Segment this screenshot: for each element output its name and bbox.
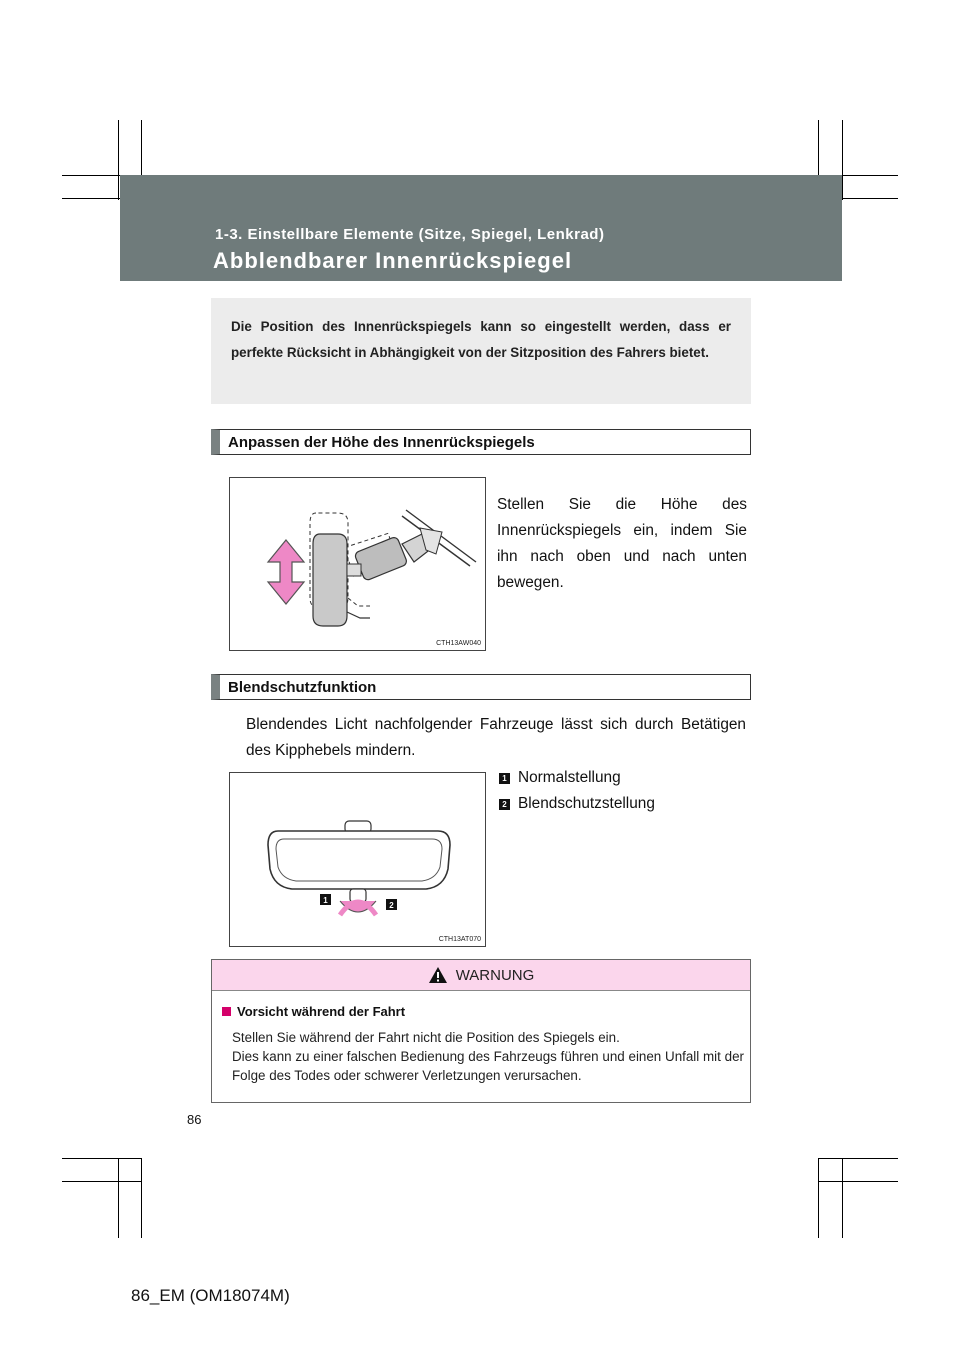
bullet-square-icon — [222, 1007, 231, 1016]
callout-2-num: 2 — [389, 901, 394, 910]
crop-mark — [118, 1158, 119, 1238]
doc-code: 86_EM (OM18074M) — [131, 1286, 290, 1305]
figure-mirror-height — [229, 477, 486, 651]
legend-label: Normalstellung — [518, 769, 621, 786]
up-down-arrow-icon — [268, 540, 304, 604]
legend-item-antiglare — [499, 795, 655, 813]
mirror-height-illustration — [230, 478, 485, 650]
warning-line-1: Stellen Sie während der Fahrt nicht die Position des Spiegels ein. — [232, 1030, 620, 1045]
crop-mark — [818, 1158, 819, 1238]
warning-line-2: Dies kann zu einer falschen Bedienung des Fahrzeugs führen und einen Unfall mit der Folge des Todes oder schwerer Verletzungen verursachen. — [232, 1049, 744, 1083]
crop-mark — [141, 1158, 142, 1238]
legend-item-normal — [499, 769, 621, 787]
figure-mirror-lever — [229, 772, 486, 947]
warning-box — [211, 959, 751, 1103]
crop-mark — [62, 1181, 142, 1182]
heading-antiglare: Blendschutzfunktion — [211, 674, 751, 700]
heading-height-adjust: Anpassen der Höhe des Innenrückspiegels — [211, 429, 751, 455]
section-label: 1-3. Einstellbare Elemente (Sitze, Spiegel, Lenkrad) — [215, 226, 605, 243]
warning-triangle-icon — [428, 966, 448, 984]
crop-mark — [818, 1158, 898, 1159]
warning-title: WARNUNG — [455, 966, 535, 984]
page-title: Abblendbarer Innenrückspiegel — [213, 248, 573, 273]
legend-label: Blendschutzstellung — [518, 795, 655, 812]
intro-box — [211, 298, 751, 404]
legend-num: 2 — [499, 799, 510, 810]
intro-text: Die Position des Innenrückspiegels kann so eingestellt werden, dass er perfekte Rücksicht in Abhängigkeit von der Sitzposition des Fahrers bietet. — [231, 319, 731, 360]
crop-mark — [842, 120, 843, 200]
crop-mark — [62, 1158, 142, 1159]
warning-header — [212, 960, 750, 991]
figure-code: CTH13AT070 — [438, 936, 481, 943]
warning-subheading-row — [222, 1004, 405, 1019]
warning-subheading: Vorsicht während der Fahrt — [237, 1004, 406, 1019]
warning-body — [232, 1028, 744, 1085]
callout-1-num: 1 — [323, 896, 328, 905]
legend-num: 1 — [499, 773, 510, 784]
figure-code: CTH13AW040 — [436, 640, 481, 647]
mirror-lever-illustration — [230, 773, 485, 946]
crop-mark — [818, 1181, 898, 1182]
crop-mark — [842, 1158, 843, 1238]
crop-mark — [118, 120, 119, 200]
antiglare-text: Blendendes Licht nachfolgender Fahrzeuge lässt sich durch Betätigen des Kipphebels mindern. — [246, 716, 746, 759]
height-instructions: Stellen Sie die Höhe des Innenrückspiegels ein, indem Sie ihn nach oben und nach unten bewegen. — [497, 496, 747, 591]
page-number: 86 — [187, 1112, 202, 1127]
